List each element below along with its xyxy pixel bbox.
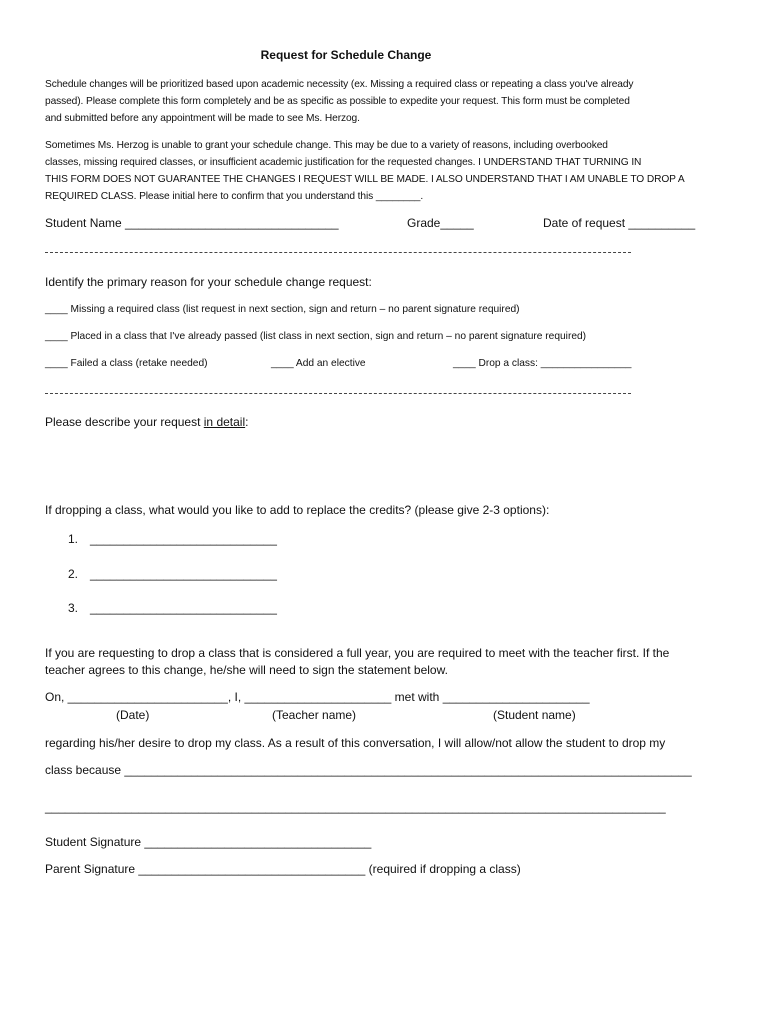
notice-paragraph: [45, 137, 725, 205]
teacher-name-caption: (Teacher name): [272, 708, 357, 722]
section-divider: [45, 393, 631, 394]
reason-drop-class-option[interactable]: ____ Drop a class: ________________: [453, 358, 632, 369]
replacement-option-1-field[interactable]: ____________________________: [90, 532, 277, 546]
full-year-paragraph-line: teacher agrees to this change, he/she will need to sign the statement below.: [45, 663, 448, 677]
replacement-option-2-field[interactable]: ____________________________: [90, 567, 277, 581]
grade-field[interactable]: Grade_____: [407, 216, 474, 230]
option-number: 3.: [68, 601, 79, 615]
teacher-meeting-statement[interactable]: On, ________________________, I, ______________________ met with ______________________: [45, 690, 590, 704]
reason-failed-class-option[interactable]: ____ Failed a class (retake needed): [45, 358, 208, 369]
form-title: Request for Schedule Change: [260, 48, 432, 62]
regarding-line: regarding his/her desire to drop my class. As a result of this conversation, I will allow/not allow the student to drop my: [45, 736, 666, 750]
student-name-field[interactable]: Student Name ________________________________: [45, 216, 339, 230]
replace-credits-question: If dropping a class, what would you like to add to replace the credits? (please give 2-3 options):: [45, 503, 550, 517]
date-of-request-field[interactable]: Date of request __________: [543, 216, 696, 230]
student-signature-field[interactable]: Student Signature __________________________________: [45, 835, 372, 849]
parent-signature-field[interactable]: Parent Signature __________________________________: [45, 862, 366, 876]
full-year-paragraph-line: If you are requesting to drop a class that is considered a full year, you are required to meet with the teacher first. If the: [45, 646, 670, 660]
reason-already-passed-option[interactable]: ____ Placed in a class that I've already passed (list class in next section, sign and return – no parent signature required): [45, 331, 587, 342]
describe-emphasis: in detail: [203, 415, 246, 429]
reason-add-elective-option[interactable]: ____ Add an elective: [271, 358, 366, 369]
parent-signature-line: [45, 862, 521, 876]
option-number: 1.: [68, 532, 79, 546]
intro-line: and submitted before any appointment will be made to see Ms. Herzog.: [45, 113, 360, 124]
intro-line: passed). Please complete this form completely and be as specific as possible to expedite your request. This form must be completed: [45, 96, 630, 107]
reason-continuation-field[interactable]: _____________________________________________________________________________________________: [45, 800, 666, 814]
reason-missing-required-option[interactable]: ____ Missing a required class (list request in next section, sign and return – no parent signature required): [45, 304, 520, 315]
date-caption: (Date): [116, 708, 150, 722]
class-because-field[interactable]: class because _____________________________________________________________________________________: [45, 763, 692, 777]
section-divider: [45, 252, 631, 253]
describe-suffix: :: [245, 415, 249, 429]
initial-confirmation-line[interactable]: REQUIRED CLASS. Please initial here to confirm that you understand this ________.: [45, 191, 424, 202]
describe-prefix: Please describe your request: [45, 415, 204, 429]
option-number: 2.: [68, 567, 79, 581]
describe-request-label: [45, 415, 248, 429]
intro-line: Schedule changes will be prioritized based upon academic necessity (ex. Missing a required class or repeating a class you've already: [45, 79, 634, 90]
notice-line: classes, missing required classes, or insufficient academic justification for the requested changes. I UNDERSTAND THAT TURNING IN: [45, 157, 642, 168]
notice-line: THIS FORM DOES NOT GUARANTEE THE CHANGES I REQUEST WILL BE MADE. I ALSO UNDERSTAND THAT I AM UNABLE TO DROP A: [45, 174, 685, 185]
replacement-option-3-field[interactable]: ____________________________: [90, 601, 277, 615]
parent-signature-note: (required if dropping a class): [365, 862, 521, 876]
student-name-caption: (Student name): [493, 708, 576, 722]
notice-line: Sometimes Ms. Herzog is unable to grant your schedule change. This may be due to a variety of reasons, including overbooked: [45, 140, 608, 151]
intro-paragraph: [45, 76, 725, 127]
reason-heading: Identify the primary reason for your schedule change request:: [45, 275, 372, 289]
